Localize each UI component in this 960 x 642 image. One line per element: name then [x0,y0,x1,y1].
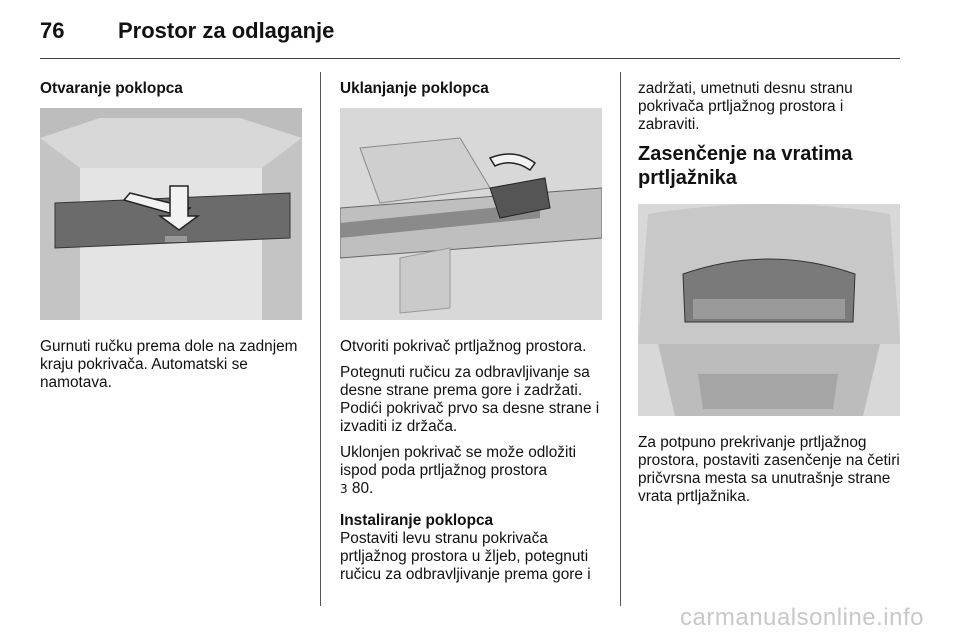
section-heading-opening: Otvaranje poklopca [40,80,183,97]
section-heading-installing: Instaliranje poklopca [340,512,494,529]
paragraph-opening: Gurnuti ručku prema dole na zadnjem kraju pokrivača. Automatski se namotava. [40,338,298,391]
column-3 [638,80,903,514]
figure-removing-cover [340,108,602,320]
paragraph-stow-text: Uklonjen pokrivač se može odložiti ispod poda prtljažnog prostora [340,444,577,479]
section-title-tailgate-shade: Zasenčenje na vratima prtljažnika [638,143,853,189]
column-1 [40,80,305,400]
paragraph-tailgate-shade: Za potpuno prekrivanje prtljažnog prostora, postaviti zasenčenje na četiri pričvrsna mesta sa unutrašnje strane vrata prtljažnika. [638,434,900,505]
paragraph-installing-continued: zadržati, umetnuti desnu stranu pokrivača prtljažnog prostora i zabraviti. [638,80,853,133]
paragraph-open-cover: Otvoriti pokrivač prtljažnog prostora. [340,338,587,355]
header-rule [40,58,900,59]
section-heading-removing: Uklanjanje poklopca [340,80,489,97]
page-reference: 80. [351,480,374,497]
paragraph-installing: Postaviti levu stranu pokrivača prtljažnog prostora u žljeb, potegnuti ručicu za odbravljivanje prema gore i [340,530,591,583]
column-divider-2 [620,72,621,606]
watermark: carmanualsonline.info [680,604,924,631]
column-2 [340,80,605,592]
figure-opening-cover [40,108,302,320]
column-divider-1 [320,72,321,606]
page-reference-icon: 3 [340,482,348,496]
paragraph-stow-cover [340,444,605,498]
paragraph-pull-lever: Potegnuti ručicu za odbravljivanje sa desne strane prema gore i zadržati. Podići pokrivač prvo sa desne strane i izvaditi iz držača. [340,364,600,435]
figure-tailgate-shade [638,204,900,416]
page-title: Prostor za odlaganje [118,18,335,43]
page-number: 76 [40,18,65,43]
